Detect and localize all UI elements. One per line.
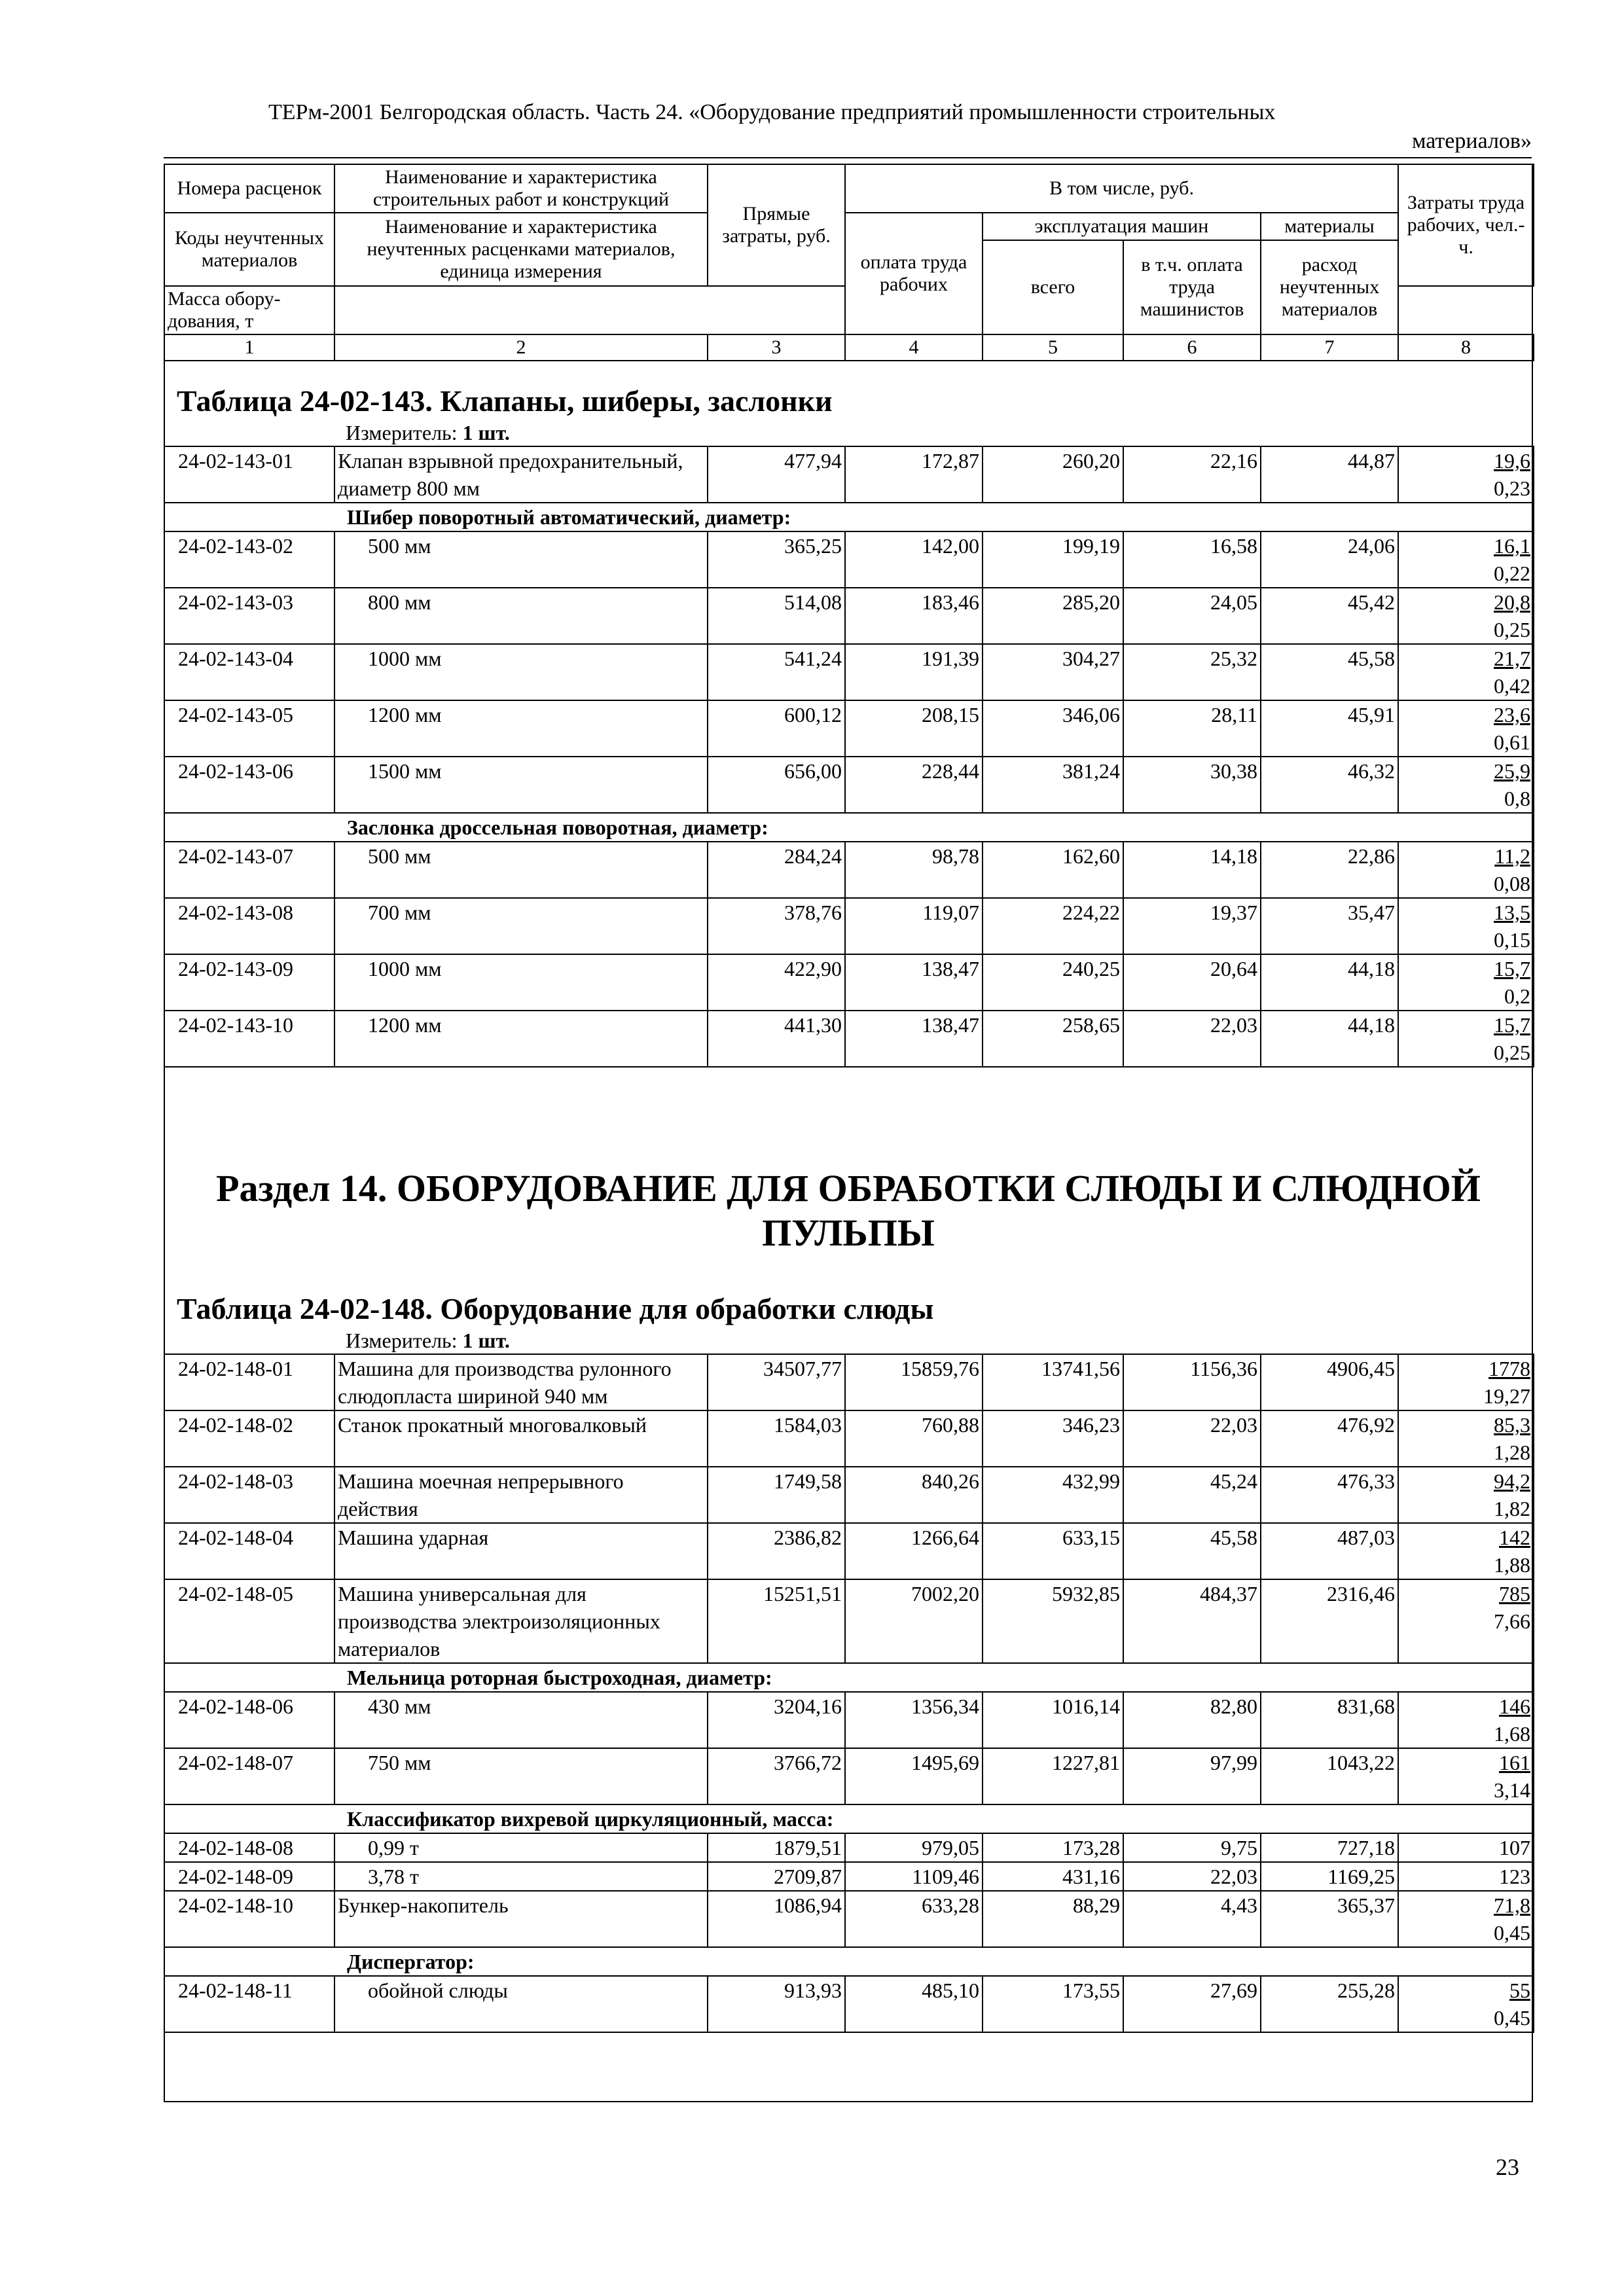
materials: 255,28 xyxy=(1261,1976,1398,2032)
table-row xyxy=(164,531,1534,588)
worker-pay: 1356,34 xyxy=(845,1692,983,1748)
col-num-7: 7 xyxy=(1261,334,1398,361)
worker-pay: 15859,76 xyxy=(845,1354,983,1410)
equipment-mass: 1,82 xyxy=(1494,1497,1530,1520)
table-143 xyxy=(164,446,1534,1067)
labor-costs: 15,7 xyxy=(1494,957,1530,980)
labor-mass-cell xyxy=(1398,1579,1534,1663)
machinist-pay: 24,05 xyxy=(1123,588,1261,644)
table-row xyxy=(164,1833,1534,1862)
worker-pay: 172,87 xyxy=(845,446,983,503)
rate-name: 500 мм xyxy=(334,531,708,588)
rate-code: 24-02-143-08 xyxy=(164,898,334,954)
table-143-section xyxy=(164,383,1533,1067)
labor-costs: 11,2 xyxy=(1494,844,1530,868)
equipment-mass: 0,15 xyxy=(1494,928,1530,952)
machinist-pay: 22,03 xyxy=(1123,1011,1261,1067)
materials: 476,92 xyxy=(1261,1410,1398,1467)
group-row xyxy=(164,813,1534,842)
rate-name: 3,78 т xyxy=(334,1862,708,1891)
machines-total: 1016,14 xyxy=(983,1692,1123,1748)
machines-total: 240,25 xyxy=(983,954,1123,1011)
rate-code: 24-02-143-01 xyxy=(164,446,334,503)
machinist-pay: 484,37 xyxy=(1123,1579,1261,1663)
header-unaccounted-materials: расход неучтенных материалов xyxy=(1261,240,1398,334)
labor-costs: 21,7 xyxy=(1494,647,1530,670)
labor-costs: 142 xyxy=(1499,1526,1530,1549)
labor-costs: 20,8 xyxy=(1494,590,1530,614)
table-148-measure xyxy=(164,1327,1533,1354)
rate-name: Машина универсальная для производства электроизоляционных материалов xyxy=(334,1579,708,1663)
rate-code: 24-02-148-10 xyxy=(164,1891,334,1947)
materials: 35,47 xyxy=(1261,898,1398,954)
rate-name: 750 мм xyxy=(334,1748,708,1804)
equipment-mass: 0,23 xyxy=(1494,476,1530,500)
labor-mass-cell xyxy=(1398,1976,1534,2032)
worker-pay: 840,26 xyxy=(845,1467,983,1523)
materials: 1043,22 xyxy=(1261,1748,1398,1804)
rate-code: 24-02-148-02 xyxy=(164,1410,334,1467)
materials: 487,03 xyxy=(1261,1523,1398,1579)
group-heading: Диспергатор: xyxy=(164,1947,1534,1976)
direct-costs: 2709,87 xyxy=(708,1862,845,1891)
machinist-pay: 97,99 xyxy=(1123,1748,1261,1804)
header-rule xyxy=(164,157,1532,158)
direct-costs: 15251,51 xyxy=(708,1579,845,1663)
machines-total: 346,06 xyxy=(983,700,1123,757)
labor-costs: 161 xyxy=(1499,1751,1530,1774)
rate-code: 24-02-143-04 xyxy=(164,644,334,700)
labor-mass-cell xyxy=(1398,842,1534,898)
equipment-mass: 0,22 xyxy=(1494,562,1530,585)
machines-total: 173,55 xyxy=(983,1976,1123,2032)
machinist-pay: 45,58 xyxy=(1123,1523,1261,1579)
labor-costs: 85,3 xyxy=(1494,1413,1530,1437)
labor-costs: 13,5 xyxy=(1494,901,1530,924)
direct-costs: 365,25 xyxy=(708,531,845,588)
rate-code: 24-02-148-08 xyxy=(164,1833,334,1862)
materials: 44,87 xyxy=(1261,446,1398,503)
labor-costs: 15,7 xyxy=(1494,1013,1530,1037)
rate-name: 1200 мм xyxy=(334,700,708,757)
machines-total: 260,20 xyxy=(983,446,1123,503)
labor-mass-cell xyxy=(1398,644,1534,700)
rate-code: 24-02-143-03 xyxy=(164,588,334,644)
rate-name: обойной слюды xyxy=(334,1976,708,2032)
machinist-pay: 19,37 xyxy=(1123,898,1261,954)
header-equipment-mass: Масса обору-дования, т xyxy=(164,286,334,334)
rate-code: 24-02-143-09 xyxy=(164,954,334,1011)
labor-mass-cell xyxy=(1398,531,1534,588)
group-heading: Заслонка дроссельная поворотная, диаметр: xyxy=(164,813,1534,842)
col-num-6: 6 xyxy=(1123,334,1261,361)
worker-pay: 98,78 xyxy=(845,842,983,898)
direct-costs: 284,24 xyxy=(708,842,845,898)
worker-pay: 183,46 xyxy=(845,588,983,644)
group-row xyxy=(164,1947,1534,1976)
worker-pay: 228,44 xyxy=(845,757,983,813)
machines-total: 432,99 xyxy=(983,1467,1123,1523)
machines-total: 88,29 xyxy=(983,1891,1123,1947)
table-row xyxy=(164,446,1534,503)
rate-name: Машина для производства рулонного слюдопласта шириной 940 мм xyxy=(334,1354,708,1410)
rate-code: 24-02-148-05 xyxy=(164,1579,334,1663)
rate-code: 24-02-143-10 xyxy=(164,1011,334,1067)
materials: 2316,46 xyxy=(1261,1579,1398,1663)
labor-mass-cell xyxy=(1398,588,1534,644)
rate-name: Станок прокатный многовалковый xyxy=(334,1410,708,1467)
machinist-pay: 22,16 xyxy=(1123,446,1261,503)
header-labor-costs: Затраты труда рабочих, чел.-ч. xyxy=(1398,164,1534,286)
labor-mass-cell xyxy=(1398,1011,1534,1067)
direct-costs: 600,12 xyxy=(708,700,845,757)
table-row xyxy=(164,1011,1534,1067)
rate-code: 24-02-143-05 xyxy=(164,700,334,757)
table-row xyxy=(164,1354,1534,1410)
machines-total: 346,23 xyxy=(983,1410,1123,1467)
rate-name: 1200 мм xyxy=(334,1011,708,1067)
worker-pay: 633,28 xyxy=(845,1891,983,1947)
table-148-section xyxy=(164,1291,1533,2033)
labor-mass-cell xyxy=(1398,1891,1534,1947)
equipment-mass: 1,88 xyxy=(1494,1553,1530,1577)
table-row xyxy=(164,644,1534,700)
materials: 22,86 xyxy=(1261,842,1398,898)
labor-costs: 16,1 xyxy=(1494,534,1530,558)
group-heading: Шибер поворотный автоматический, диаметр: xyxy=(164,503,1534,531)
table-row xyxy=(164,588,1534,644)
machines-total: 224,22 xyxy=(983,898,1123,954)
labor-mass-cell xyxy=(1398,1523,1534,1579)
equipment-mass: 0,8 xyxy=(1504,787,1530,810)
worker-pay: 485,10 xyxy=(845,1976,983,2032)
machinist-pay: 1156,36 xyxy=(1123,1354,1261,1410)
labor-mass-cell xyxy=(1398,898,1534,954)
direct-costs: 514,08 xyxy=(708,588,845,644)
machines-total: 431,16 xyxy=(983,1862,1123,1891)
direct-costs: 378,76 xyxy=(708,898,845,954)
table-row xyxy=(164,1523,1534,1579)
rate-code: 24-02-143-07 xyxy=(164,842,334,898)
rate-code: 24-02-148-01 xyxy=(164,1354,334,1410)
labor-costs: 25,9 xyxy=(1494,759,1530,783)
rate-name: Машина ударная xyxy=(334,1523,708,1579)
section-heading-line-1: Раздел 14. ОБОРУДОВАНИЕ ДЛЯ ОБРАБОТКИ СЛЮДЫ И СЛЮДНОЙ xyxy=(216,1167,1481,1210)
measure-unit: 1 шт. xyxy=(462,421,510,444)
labor-costs: 146 xyxy=(1499,1695,1530,1718)
table-row xyxy=(164,1748,1534,1804)
worker-pay: 191,39 xyxy=(845,644,983,700)
table-row xyxy=(164,954,1534,1011)
machinist-pay: 25,32 xyxy=(1123,644,1261,700)
rate-name: 1500 мм xyxy=(334,757,708,813)
machines-total: 258,65 xyxy=(983,1011,1123,1067)
direct-costs: 913,93 xyxy=(708,1976,845,2032)
worker-pay: 760,88 xyxy=(845,1410,983,1467)
machinist-pay: 16,58 xyxy=(1123,531,1261,588)
labor-costs: 23,6 xyxy=(1494,703,1530,726)
rate-code: 24-02-143-02 xyxy=(164,531,334,588)
table-row xyxy=(164,757,1534,813)
header-rate-numbers: Номера расценок xyxy=(164,164,334,213)
labor-costs: 107 xyxy=(1398,1833,1534,1862)
rate-name: 1000 мм xyxy=(334,954,708,1011)
machinist-pay: 30,38 xyxy=(1123,757,1261,813)
equipment-mass: 0,08 xyxy=(1494,872,1530,895)
machines-total: 381,24 xyxy=(983,757,1123,813)
machines-total: 633,15 xyxy=(983,1523,1123,1579)
group-heading: Классификатор вихревой циркуляционный, масса: xyxy=(164,1804,1534,1833)
machines-total: 162,60 xyxy=(983,842,1123,898)
direct-costs: 3766,72 xyxy=(708,1748,845,1804)
machinist-pay: 27,69 xyxy=(1123,1976,1261,2032)
table-row xyxy=(164,1579,1534,1663)
table-row xyxy=(164,1891,1534,1947)
equipment-mass: 0,25 xyxy=(1494,1041,1530,1064)
header-machinist-pay: в т.ч. оплата труда машинистов xyxy=(1123,240,1261,334)
materials: 727,18 xyxy=(1261,1833,1398,1862)
equipment-mass: 0,2 xyxy=(1504,984,1530,1008)
machines-total: 199,19 xyxy=(983,531,1123,588)
running-head-line-2: материалов» xyxy=(1411,129,1532,153)
worker-pay: 208,15 xyxy=(845,700,983,757)
worker-pay: 142,00 xyxy=(845,531,983,588)
rate-name: 800 мм xyxy=(334,588,708,644)
table-148 xyxy=(164,1354,1534,2033)
worker-pay: 138,47 xyxy=(845,1011,983,1067)
labor-mass-cell xyxy=(1398,446,1534,503)
direct-costs: 1584,03 xyxy=(708,1410,845,1467)
rate-code: 24-02-148-11 xyxy=(164,1976,334,2032)
labor-costs: 19,6 xyxy=(1494,449,1530,473)
labor-costs: 55 xyxy=(1509,1979,1530,2002)
labor-costs: 785 xyxy=(1499,1582,1530,1605)
table-row xyxy=(164,898,1534,954)
header-machines-total: всего xyxy=(983,240,1123,334)
equipment-mass: 19,27 xyxy=(1483,1384,1530,1408)
table-row xyxy=(164,842,1534,898)
rate-name: Бункер-накопитель xyxy=(334,1891,708,1947)
column-header-table xyxy=(164,164,1534,361)
page-number: 23 xyxy=(1496,2154,1519,2180)
machinist-pay: 14,18 xyxy=(1123,842,1261,898)
header-work-name: Наименование и характеристика строительных работ и конструкций xyxy=(334,164,708,213)
machines-total: 1227,81 xyxy=(983,1748,1123,1804)
machines-total: 285,20 xyxy=(983,588,1123,644)
materials: 44,18 xyxy=(1261,954,1398,1011)
materials: 45,58 xyxy=(1261,644,1398,700)
col-num-5: 5 xyxy=(983,334,1123,361)
labor-costs: 1778 xyxy=(1489,1357,1530,1380)
worker-pay: 979,05 xyxy=(845,1833,983,1862)
direct-costs: 1086,94 xyxy=(708,1891,845,1947)
table-row xyxy=(164,1467,1534,1523)
labor-mass-cell xyxy=(1398,1748,1534,1804)
section-heading xyxy=(164,1166,1533,1255)
col-num-1: 1 xyxy=(164,334,334,361)
rate-code: 24-02-148-04 xyxy=(164,1523,334,1579)
table-148-title: Таблица 24-02-148. Оборудование для обработки слюды xyxy=(177,1292,934,1325)
header-including: В том числе, руб. xyxy=(845,164,1398,213)
direct-costs: 34507,77 xyxy=(708,1354,845,1410)
rate-name: 700 мм xyxy=(334,898,708,954)
machinist-pay: 9,75 xyxy=(1123,1833,1261,1862)
measure-label: Измеритель: xyxy=(346,421,463,444)
direct-costs: 477,94 xyxy=(708,446,845,503)
direct-costs: 2386,82 xyxy=(708,1523,845,1579)
labor-mass-cell xyxy=(1398,1410,1534,1467)
measure-unit: 1 шт. xyxy=(462,1329,510,1352)
running-head xyxy=(164,98,1532,156)
table-row xyxy=(164,1410,1534,1467)
table-row xyxy=(164,1692,1534,1748)
col-num-3: 3 xyxy=(708,334,845,361)
rate-code: 24-02-148-06 xyxy=(164,1692,334,1748)
worker-pay: 1495,69 xyxy=(845,1748,983,1804)
section-heading-line-2: ПУЛЬПЫ xyxy=(762,1211,935,1254)
machines-total: 5932,85 xyxy=(983,1579,1123,1663)
machinist-pay: 28,11 xyxy=(1123,700,1261,757)
machinist-pay: 20,64 xyxy=(1123,954,1261,1011)
materials: 24,06 xyxy=(1261,531,1398,588)
labor-mass-cell xyxy=(1398,1692,1534,1748)
direct-costs: 3204,16 xyxy=(708,1692,845,1748)
labor-mass-cell xyxy=(1398,757,1534,813)
col-num-4: 4 xyxy=(845,334,983,361)
materials: 44,18 xyxy=(1261,1011,1398,1067)
rate-code: 24-02-148-03 xyxy=(164,1467,334,1523)
labor-costs: 71,8 xyxy=(1494,1893,1530,1917)
table-row xyxy=(164,1976,1534,2032)
col-num-2: 2 xyxy=(334,334,708,361)
labor-costs: 94,2 xyxy=(1494,1469,1530,1493)
machinist-pay: 45,24 xyxy=(1123,1467,1261,1523)
equipment-mass: 0,25 xyxy=(1494,618,1530,641)
rate-name: 0,99 т xyxy=(334,1833,708,1862)
rate-name: 1000 мм xyxy=(334,644,708,700)
direct-costs: 1879,51 xyxy=(708,1833,845,1862)
equipment-mass: 0,45 xyxy=(1494,2006,1530,2030)
direct-costs: 656,00 xyxy=(708,757,845,813)
worker-pay: 119,07 xyxy=(845,898,983,954)
rate-code: 24-02-143-06 xyxy=(164,757,334,813)
header-direct-costs: Прямые затраты, руб. xyxy=(708,164,845,286)
machinist-pay: 4,43 xyxy=(1123,1891,1261,1947)
machines-total: 173,28 xyxy=(983,1833,1123,1862)
table-143-measure xyxy=(164,420,1533,446)
materials: 476,33 xyxy=(1261,1467,1398,1523)
worker-pay: 1266,64 xyxy=(845,1523,983,1579)
direct-costs: 541,24 xyxy=(708,644,845,700)
materials: 46,32 xyxy=(1261,757,1398,813)
equipment-mass: 3,14 xyxy=(1494,1778,1530,1802)
materials: 4906,45 xyxy=(1261,1354,1398,1410)
col-num-8: 8 xyxy=(1398,334,1534,361)
rate-code: 24-02-148-09 xyxy=(164,1862,334,1891)
rate-code: 24-02-148-07 xyxy=(164,1748,334,1804)
equipment-mass: 0,61 xyxy=(1494,730,1530,754)
direct-costs: 441,30 xyxy=(708,1011,845,1067)
worker-pay: 138,47 xyxy=(845,954,983,1011)
labor-costs: 123 xyxy=(1398,1862,1534,1891)
machinist-pay: 22,03 xyxy=(1123,1862,1261,1891)
group-heading: Мельница роторная быстроходная, диаметр: xyxy=(164,1663,1534,1692)
table-row xyxy=(164,700,1534,757)
materials: 45,42 xyxy=(1261,588,1398,644)
running-head-line-1: ТЕРм-2001 Белгородская область. Часть 24. «Оборудование предприятий промышленности строительных xyxy=(268,100,1276,124)
materials: 365,37 xyxy=(1261,1891,1398,1947)
measure-label: Измеритель: xyxy=(346,1329,463,1352)
worker-pay: 7002,20 xyxy=(845,1579,983,1663)
rate-name: Клапан взрывной предохранительный, диаметр 800 мм xyxy=(334,446,708,503)
equipment-mass: 1,28 xyxy=(1494,1441,1530,1464)
direct-costs: 1749,58 xyxy=(708,1467,845,1523)
rate-name: 430 мм xyxy=(334,1692,708,1748)
table-143-title: Таблица 24-02-143. Клапаны, шиберы, заслонки xyxy=(177,384,833,418)
group-row xyxy=(164,503,1534,531)
equipment-mass: 7,66 xyxy=(1494,1609,1530,1633)
labor-mass-cell xyxy=(1398,954,1534,1011)
equipment-mass: 0,42 xyxy=(1494,674,1530,698)
rate-name: 500 мм xyxy=(334,842,708,898)
header-material-codes: Коды неучтенных материалов xyxy=(164,213,334,286)
worker-pay: 1109,46 xyxy=(845,1862,983,1891)
header-machine-operation: эксплуатация машин xyxy=(983,213,1261,240)
header-worker-pay: оплата труда рабочих xyxy=(845,213,983,334)
direct-costs: 422,90 xyxy=(708,954,845,1011)
equipment-mass: 1,68 xyxy=(1494,1722,1530,1746)
labor-mass-cell xyxy=(1398,1467,1534,1523)
table-row xyxy=(164,1862,1534,1891)
equipment-mass: 0,45 xyxy=(1494,1921,1530,1945)
header-materials: материалы xyxy=(1261,213,1398,240)
machines-total: 304,27 xyxy=(983,644,1123,700)
labor-mass-cell xyxy=(1398,1354,1534,1410)
machines-total: 13741,56 xyxy=(983,1354,1123,1410)
materials: 1169,25 xyxy=(1261,1862,1398,1891)
header-material-names: Наименование и характеристика неучтенных расценками материалов, единица измерения xyxy=(334,213,708,286)
machinist-pay: 82,80 xyxy=(1123,1692,1261,1748)
materials: 831,68 xyxy=(1261,1692,1398,1748)
group-row xyxy=(164,1804,1534,1833)
materials: 45,91 xyxy=(1261,700,1398,757)
group-row xyxy=(164,1663,1534,1692)
machinist-pay: 22,03 xyxy=(1123,1410,1261,1467)
rate-name: Машина моечная непрерывного действия xyxy=(334,1467,708,1523)
labor-mass-cell xyxy=(1398,700,1534,757)
